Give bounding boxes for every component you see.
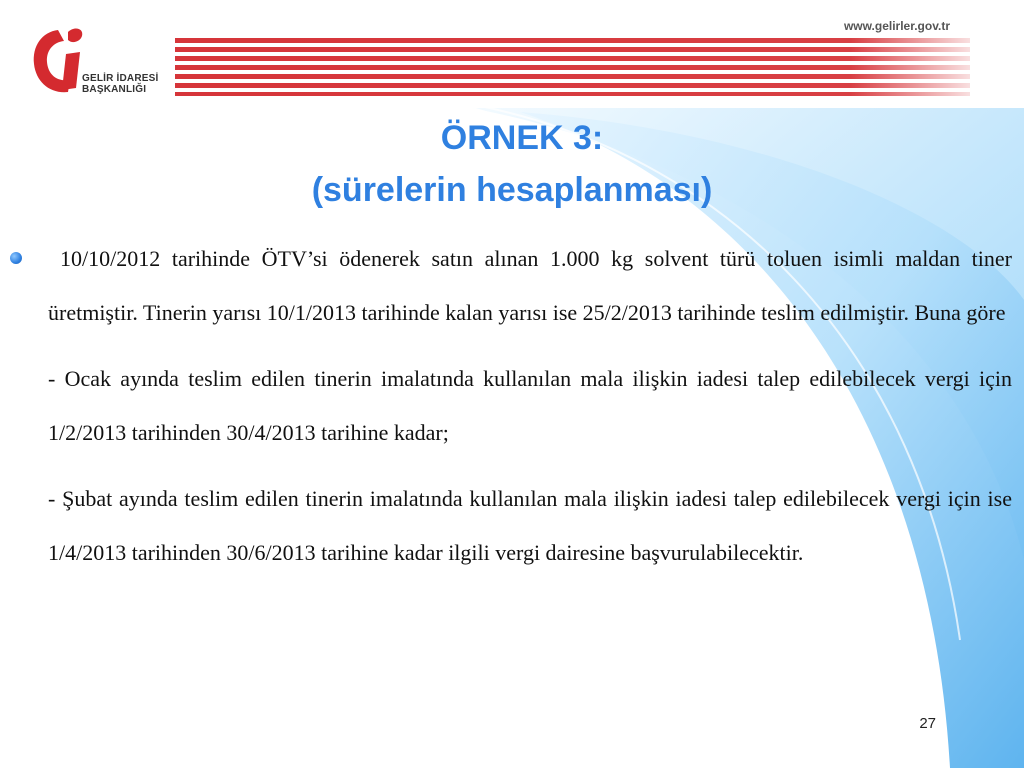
paragraph-3: - Şubat ayında teslim edilen tinerin imalatında kullanılan mala ilişkin iadesi talep edilebilecek vergi için ise 1/4/2013 tarihinden 30/6/2013 tarihine kadar ilgili vergi dairesine başvurulabilecektir. (48, 486, 1012, 565)
paragraph-1 (48, 232, 1012, 340)
slide-subtitle: (sürelerin hesaplanması) (311, 171, 713, 209)
logo-text (82, 73, 159, 95)
slide-title: ÖRNEK 3: (440, 119, 604, 157)
slide-content (48, 232, 1012, 592)
page-number: 27 (919, 715, 936, 732)
bullet-icon (10, 252, 22, 264)
paragraph-1-text: 10/10/2012 tarihinde ÖTV’si ödenerek satın alınan 1.000 kg solvent türü toluen isimli maldan tiner üretmiştir. Tinerin yarısı 10/1/2013 tarihinde kalan yarısı ise 25/2/2013 tarihinde teslim edilmiştir. Buna göre (48, 246, 1012, 325)
logo-line-2: BAŞKANLIĞI (82, 84, 147, 95)
site-url: www.gelirler.gov.tr (843, 19, 950, 33)
paragraph-2: - Ocak ayında teslim edilen tinerin imalatında kullanılan mala ilişkin iadesi talep edilebilecek vergi için 1/2/2013 tarihinden 30/4/2013 tarihine kadar; (48, 366, 1012, 445)
logo-line-1: GELİR İDARESİ (82, 73, 159, 84)
header-stripes (175, 38, 970, 100)
